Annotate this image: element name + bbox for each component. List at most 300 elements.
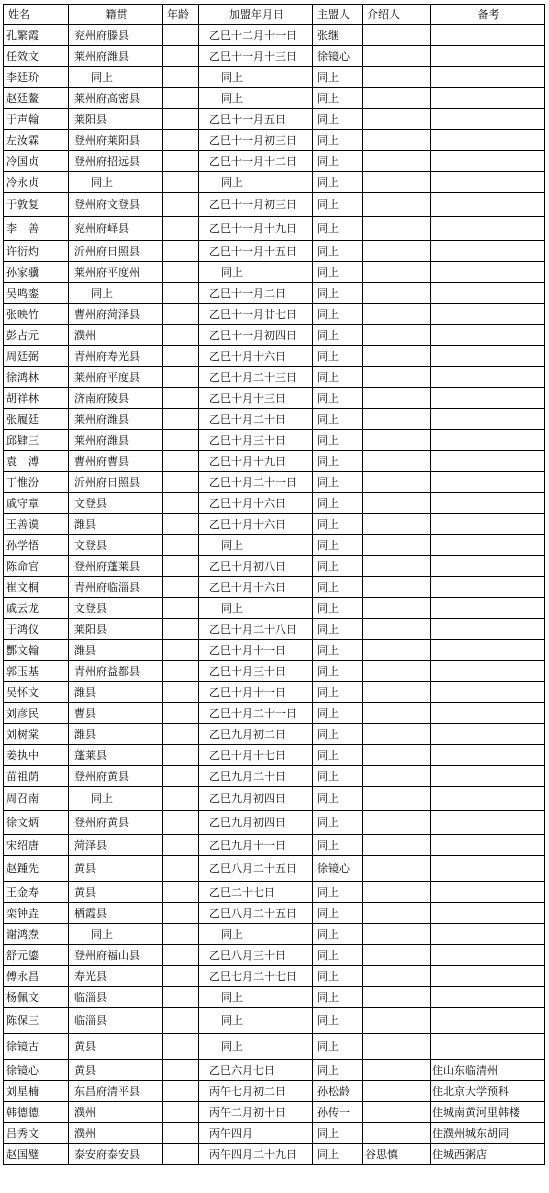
- oath-host-cell: 同上: [313, 451, 363, 472]
- remarks-cell: [431, 682, 545, 703]
- remarks-cell: 住城西粥店: [431, 1144, 545, 1165]
- join-date-cell: 同上: [199, 598, 313, 619]
- native-place-cell: 莱州府潍县: [69, 430, 163, 451]
- age-cell: [163, 304, 199, 325]
- join-date-cell: 乙巳十月初八日: [199, 556, 313, 577]
- name-cell: 孙学悟: [4, 535, 69, 556]
- remarks-cell: [431, 130, 545, 151]
- join-date-cell: 乙巳十月十一日: [199, 640, 313, 661]
- name-cell: 徐镜心: [4, 1060, 69, 1081]
- oath-host-cell: 同上: [313, 1123, 363, 1144]
- native-place-cell: 东昌府清平县: [69, 1081, 163, 1102]
- table-row: [4, 346, 545, 367]
- age-cell: [163, 1034, 199, 1060]
- oath-host-cell: 同上: [313, 262, 363, 283]
- table-row: [4, 217, 545, 241]
- introducer-cell: [363, 241, 431, 262]
- oath-host-cell: 同上: [313, 130, 363, 151]
- native-place-cell: 文登县: [69, 535, 163, 556]
- header-join-date: 加盟年月日: [199, 5, 313, 25]
- join-date-cell: 乙巳十一月初四日: [199, 325, 313, 346]
- join-date-cell: 乙巳十月二十三日: [199, 367, 313, 388]
- remarks-cell: [431, 241, 545, 262]
- oath-host-cell: 同上: [313, 283, 363, 304]
- introducer-cell: [363, 430, 431, 451]
- age-cell: [163, 745, 199, 766]
- remarks-cell: 住北京大学预科: [431, 1081, 545, 1102]
- table-row: [4, 987, 545, 1008]
- join-date-cell: 乙巳十一月十三日: [199, 46, 313, 67]
- table-body: [4, 25, 545, 1165]
- join-date-cell: 乙巳十一月初三日: [199, 130, 313, 151]
- remarks-cell: [431, 493, 545, 514]
- age-cell: [163, 493, 199, 514]
- name-cell: 杨佩文: [4, 987, 69, 1008]
- header-native-place: 籍贯: [69, 5, 163, 25]
- table-row: [4, 409, 545, 430]
- name-cell: 吕秀文: [4, 1123, 69, 1144]
- join-date-cell: 乙巳七月二十七日: [199, 966, 313, 987]
- table-row: [4, 835, 545, 856]
- join-date-cell: 乙巳十一月十九日: [199, 217, 313, 241]
- native-place-cell: 登州府黄县: [69, 811, 163, 835]
- native-place-cell: 黄县: [69, 1060, 163, 1081]
- table-row: [4, 130, 545, 151]
- remarks-cell: [431, 46, 545, 67]
- remarks-cell: [431, 262, 545, 283]
- join-date-cell: 丙午四月二十九日: [199, 1144, 313, 1165]
- introducer-cell: 谷思慎: [363, 1144, 431, 1165]
- remarks-cell: [431, 367, 545, 388]
- table-row: [4, 640, 545, 661]
- join-date-cell: 乙巳十月二十一日: [199, 703, 313, 724]
- oath-host-cell: 同上: [313, 430, 363, 451]
- remarks-cell: [431, 835, 545, 856]
- name-cell: 周召南: [4, 787, 69, 811]
- native-place-cell: 濮州: [69, 1123, 163, 1144]
- age-cell: [163, 430, 199, 451]
- oath-host-cell: 孙传一: [313, 1102, 363, 1123]
- table-row: [4, 514, 545, 535]
- native-place-cell: 寿光县: [69, 966, 163, 987]
- oath-host-cell: 同上: [313, 724, 363, 745]
- remarks-cell: [431, 724, 545, 745]
- introducer-cell: [363, 1060, 431, 1081]
- age-cell: [163, 514, 199, 535]
- join-date-cell: 乙巳十月十一日: [199, 682, 313, 703]
- name-cell: 赵国璧: [4, 1144, 69, 1165]
- member-register-table: [3, 4, 545, 1165]
- oath-host-cell: 同上: [313, 882, 363, 903]
- introducer-cell: [363, 1102, 431, 1123]
- name-cell: 彭占元: [4, 325, 69, 346]
- introducer-cell: [363, 811, 431, 835]
- introducer-cell: [363, 835, 431, 856]
- name-cell: 姜执中: [4, 745, 69, 766]
- age-cell: [163, 262, 199, 283]
- table-row: [4, 535, 545, 556]
- oath-host-cell: 同上: [313, 945, 363, 966]
- native-place-cell: 莱州府平度州: [69, 262, 163, 283]
- oath-host-cell: 同上: [313, 903, 363, 924]
- age-cell: [163, 1008, 199, 1034]
- remarks-cell: [431, 766, 545, 787]
- join-date-cell: 乙巳九月初四日: [199, 811, 313, 835]
- age-cell: [163, 25, 199, 46]
- remarks-cell: [431, 703, 545, 724]
- oath-host-cell: 孙松龄: [313, 1081, 363, 1102]
- name-cell: 谢鸿焘: [4, 924, 69, 945]
- introducer-cell: [363, 703, 431, 724]
- native-place-cell: 济南府陵县: [69, 388, 163, 409]
- header-age: 年龄: [163, 5, 199, 25]
- table-row: [4, 388, 545, 409]
- table-row: [4, 703, 545, 724]
- join-date-cell: 同上: [199, 924, 313, 945]
- oath-host-cell: 同上: [313, 619, 363, 640]
- name-cell: 刘彦民: [4, 703, 69, 724]
- oath-host-cell: 同上: [313, 493, 363, 514]
- join-date-cell: 乙巳十月三十日: [199, 430, 313, 451]
- remarks-cell: [431, 346, 545, 367]
- table-row: [4, 682, 545, 703]
- native-place-cell: 濮州: [69, 325, 163, 346]
- remarks-cell: [431, 556, 545, 577]
- native-place-cell: 蓬莱县: [69, 745, 163, 766]
- age-cell: [163, 283, 199, 304]
- remarks-cell: [431, 217, 545, 241]
- join-date-cell: 乙巳十一月十二日: [199, 151, 313, 172]
- native-place-cell: 潍县: [69, 682, 163, 703]
- introducer-cell: [363, 304, 431, 325]
- oath-host-cell: 同上: [313, 409, 363, 430]
- native-place-cell: 莱州府平度县: [69, 367, 163, 388]
- table-row: [4, 67, 545, 88]
- header-remarks: 备考: [431, 5, 545, 25]
- name-cell: 冷永贞: [4, 172, 69, 193]
- join-date-cell: 乙巳十一月五日: [199, 109, 313, 130]
- introducer-cell: [363, 88, 431, 109]
- table-row: [4, 367, 545, 388]
- join-date-cell: 同上: [199, 262, 313, 283]
- introducer-cell: [363, 46, 431, 67]
- age-cell: [163, 346, 199, 367]
- age-cell: [163, 172, 199, 193]
- table-row: [4, 966, 545, 987]
- oath-host-cell: 同上: [313, 1034, 363, 1060]
- remarks-cell: [431, 88, 545, 109]
- age-cell: [163, 388, 199, 409]
- introducer-cell: [363, 472, 431, 493]
- header-introducer: 介绍人: [363, 5, 431, 25]
- table-row: [4, 304, 545, 325]
- native-place-cell: 登州府文登县: [69, 193, 163, 217]
- age-cell: [163, 787, 199, 811]
- native-place-cell: 临淄县: [69, 1008, 163, 1034]
- native-place-cell: 曹州府曹县: [69, 451, 163, 472]
- remarks-cell: 住濮州城东胡同: [431, 1123, 545, 1144]
- age-cell: [163, 598, 199, 619]
- age-cell: [163, 766, 199, 787]
- introducer-cell: [363, 882, 431, 903]
- oath-host-cell: 徐镜心: [313, 46, 363, 67]
- introducer-cell: [363, 856, 431, 882]
- join-date-cell: 乙巳十月十六日: [199, 493, 313, 514]
- table-row: [4, 856, 545, 882]
- table-row: [4, 1123, 545, 1144]
- remarks-cell: [431, 856, 545, 882]
- name-cell: 陈命官: [4, 556, 69, 577]
- age-cell: [163, 130, 199, 151]
- oath-host-cell: 同上: [313, 217, 363, 241]
- native-place-cell: 沂州府日照县: [69, 472, 163, 493]
- name-cell: 许衍灼: [4, 241, 69, 262]
- oath-host-cell: 同上: [313, 1008, 363, 1034]
- join-date-cell: 乙巳十月二十日: [199, 409, 313, 430]
- table-row: [4, 811, 545, 835]
- name-cell: 徐文炳: [4, 811, 69, 835]
- age-cell: [163, 1081, 199, 1102]
- native-place-cell: 栖霞县: [69, 903, 163, 924]
- native-place-cell: 菏泽县: [69, 835, 163, 856]
- native-place-cell: 莱阳县: [69, 109, 163, 130]
- introducer-cell: [363, 619, 431, 640]
- remarks-cell: [431, 1034, 545, 1060]
- join-date-cell: 乙巳九月初二日: [199, 724, 313, 745]
- table-row: [4, 172, 545, 193]
- name-cell: 张履廷: [4, 409, 69, 430]
- age-cell: [163, 472, 199, 493]
- oath-host-cell: 同上: [313, 924, 363, 945]
- name-cell: 刘树棠: [4, 724, 69, 745]
- oath-host-cell: 同上: [313, 745, 363, 766]
- table-row: [4, 193, 545, 217]
- remarks-cell: [431, 787, 545, 811]
- age-cell: [163, 619, 199, 640]
- native-place-cell: 同上: [69, 283, 163, 304]
- table-row: [4, 1144, 545, 1165]
- age-cell: [163, 577, 199, 598]
- join-date-cell: 乙巳九月二十日: [199, 766, 313, 787]
- native-place-cell: 潍县: [69, 640, 163, 661]
- introducer-cell: [363, 451, 431, 472]
- native-place-cell: 莱阳县: [69, 619, 163, 640]
- join-date-cell: 乙巳十月十六日: [199, 577, 313, 598]
- table-row: [4, 598, 545, 619]
- introducer-cell: [363, 1008, 431, 1034]
- native-place-cell: 登州府招远县: [69, 151, 163, 172]
- age-cell: [163, 640, 199, 661]
- native-place-cell: 黄县: [69, 856, 163, 882]
- join-date-cell: 同上: [199, 172, 313, 193]
- remarks-cell: [431, 535, 545, 556]
- age-cell: [163, 409, 199, 430]
- native-place-cell: 青州府益都县: [69, 661, 163, 682]
- age-cell: [163, 903, 199, 924]
- join-date-cell: 同上: [199, 987, 313, 1008]
- join-date-cell: 乙巳十月二十一日: [199, 472, 313, 493]
- join-date-cell: 同上: [199, 88, 313, 109]
- join-date-cell: 同上: [199, 1034, 313, 1060]
- name-cell: 韩德德: [4, 1102, 69, 1123]
- oath-host-cell: 同上: [313, 109, 363, 130]
- native-place-cell: 潍县: [69, 724, 163, 745]
- name-cell: 袁 溥: [4, 451, 69, 472]
- introducer-cell: [363, 514, 431, 535]
- age-cell: [163, 217, 199, 241]
- name-cell: 冷国贞: [4, 151, 69, 172]
- name-cell: 徐鸿林: [4, 367, 69, 388]
- name-cell: 李 善: [4, 217, 69, 241]
- table-row: [4, 1008, 545, 1034]
- table-row: [4, 903, 545, 924]
- age-cell: [163, 856, 199, 882]
- table-row: [4, 619, 545, 640]
- table-row: [4, 262, 545, 283]
- native-place-cell: 黄县: [69, 882, 163, 903]
- introducer-cell: [363, 682, 431, 703]
- oath-host-cell: 同上: [313, 388, 363, 409]
- introducer-cell: [363, 966, 431, 987]
- remarks-cell: [431, 882, 545, 903]
- native-place-cell: 文登县: [69, 598, 163, 619]
- remarks-cell: [431, 945, 545, 966]
- oath-host-cell: 同上: [313, 661, 363, 682]
- oath-host-cell: 同上: [313, 472, 363, 493]
- age-cell: [163, 1102, 199, 1123]
- oath-host-cell: 同上: [313, 987, 363, 1008]
- join-date-cell: 乙巳十月三十日: [199, 661, 313, 682]
- age-cell: [163, 966, 199, 987]
- name-cell: 戚云龙: [4, 598, 69, 619]
- name-cell: 戚守章: [4, 493, 69, 514]
- age-cell: [163, 682, 199, 703]
- join-date-cell: 丙午四月: [199, 1123, 313, 1144]
- table-row: [4, 151, 545, 172]
- native-place-cell: 同上: [69, 172, 163, 193]
- native-place-cell: 同上: [69, 787, 163, 811]
- oath-host-cell: 同上: [313, 966, 363, 987]
- name-cell: 李廷玠: [4, 67, 69, 88]
- introducer-cell: [363, 724, 431, 745]
- oath-host-cell: 同上: [313, 172, 363, 193]
- introducer-cell: [363, 1081, 431, 1102]
- introducer-cell: [363, 640, 431, 661]
- age-cell: [163, 193, 199, 217]
- table-row: [4, 1081, 545, 1102]
- oath-host-cell: 同上: [313, 151, 363, 172]
- name-cell: 徐镜古: [4, 1034, 69, 1060]
- name-cell: 崔文桐: [4, 577, 69, 598]
- table-row: [4, 25, 545, 46]
- native-place-cell: 黄县: [69, 1034, 163, 1060]
- join-date-cell: 乙巳十月十六日: [199, 346, 313, 367]
- age-cell: [163, 724, 199, 745]
- introducer-cell: [363, 903, 431, 924]
- age-cell: [163, 67, 199, 88]
- join-date-cell: 乙巳十二月十一日: [199, 25, 313, 46]
- introducer-cell: [363, 945, 431, 966]
- native-place-cell: 同上: [69, 67, 163, 88]
- table-row: [4, 882, 545, 903]
- join-date-cell: 乙巳六月七日: [199, 1060, 313, 1081]
- table-row: [4, 325, 545, 346]
- remarks-cell: [431, 172, 545, 193]
- age-cell: [163, 1060, 199, 1081]
- oath-host-cell: 同上: [313, 67, 363, 88]
- oath-host-cell: 同上: [313, 304, 363, 325]
- table-row: [4, 787, 545, 811]
- native-place-cell: 登州府黄县: [69, 766, 163, 787]
- header-row: [4, 5, 545, 25]
- introducer-cell: [363, 217, 431, 241]
- name-cell: 苗祖荫: [4, 766, 69, 787]
- remarks-cell: [431, 409, 545, 430]
- introducer-cell: [363, 172, 431, 193]
- join-date-cell: 乙巳十一月十五日: [199, 241, 313, 262]
- introducer-cell: [363, 535, 431, 556]
- name-cell: 郭玉基: [4, 661, 69, 682]
- native-place-cell: 曹县: [69, 703, 163, 724]
- remarks-cell: [431, 903, 545, 924]
- oath-host-cell: 同上: [313, 514, 363, 535]
- age-cell: [163, 451, 199, 472]
- remarks-cell: [431, 598, 545, 619]
- remarks-cell: [431, 472, 545, 493]
- age-cell: [163, 945, 199, 966]
- oath-host-cell: 同上: [313, 1144, 363, 1165]
- native-place-cell: 兖州府滕县: [69, 25, 163, 46]
- remarks-cell: [431, 25, 545, 46]
- remarks-cell: [431, 514, 545, 535]
- name-cell: 傅永昌: [4, 966, 69, 987]
- native-place-cell: 青州府临淄县: [69, 577, 163, 598]
- oath-host-cell: 同上: [313, 811, 363, 835]
- oath-host-cell: 同上: [313, 703, 363, 724]
- age-cell: [163, 924, 199, 945]
- native-place-cell: 临淄县: [69, 987, 163, 1008]
- age-cell: [163, 661, 199, 682]
- age-cell: [163, 1123, 199, 1144]
- remarks-cell: [431, 811, 545, 835]
- remarks-cell: [431, 67, 545, 88]
- native-place-cell: 曹州府菏泽县: [69, 304, 163, 325]
- table-row: [4, 724, 545, 745]
- join-date-cell: 乙巳九月初四日: [199, 787, 313, 811]
- oath-host-cell: 同上: [313, 1060, 363, 1081]
- introducer-cell: [363, 661, 431, 682]
- table-row: [4, 766, 545, 787]
- remarks-cell: [431, 577, 545, 598]
- introducer-cell: [363, 130, 431, 151]
- join-date-cell: 乙巳十月十九日: [199, 451, 313, 472]
- join-date-cell: 乙巳八月二十五日: [199, 856, 313, 882]
- age-cell: [163, 241, 199, 262]
- name-cell: 于鸿仪: [4, 619, 69, 640]
- name-cell: 王金寿: [4, 882, 69, 903]
- remarks-cell: [431, 987, 545, 1008]
- remarks-cell: [431, 193, 545, 217]
- age-cell: [163, 882, 199, 903]
- name-cell: 宋绍唐: [4, 835, 69, 856]
- remarks-cell: 住山东临清州: [431, 1060, 545, 1081]
- name-cell: 于敦复: [4, 193, 69, 217]
- age-cell: [163, 703, 199, 724]
- table-row: [4, 451, 545, 472]
- table-row: [4, 46, 545, 67]
- native-place-cell: 兖州府峄县: [69, 217, 163, 241]
- table-row: [4, 924, 545, 945]
